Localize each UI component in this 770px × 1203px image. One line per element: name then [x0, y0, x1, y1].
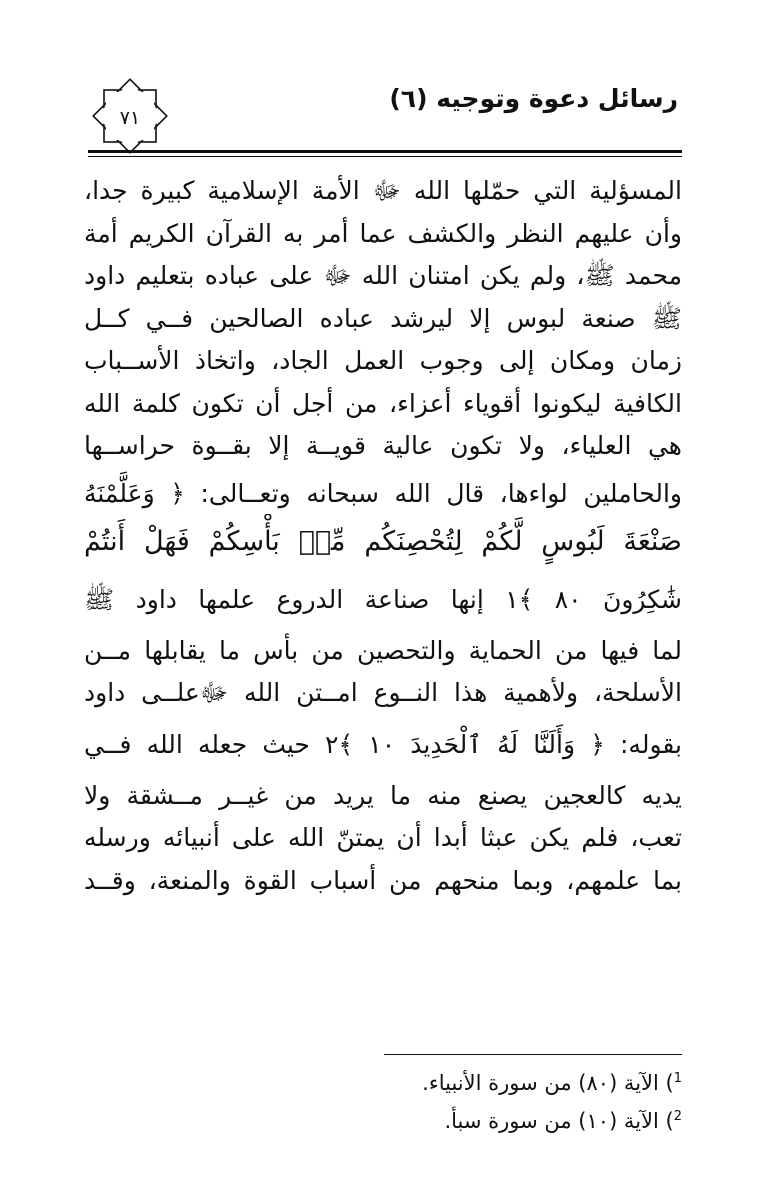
body-text	[84, 170, 682, 902]
body-line: الأسلحة، ولأهمية هذا النــوع امــتن الله ﷻعلــى داود	[84, 678, 682, 707]
header-rule-thick	[88, 150, 682, 153]
footnote-number: 1	[673, 1071, 682, 1086]
body-line: وأن عليهم النظر والكشف عما أمر به القرآن الكريم أمة	[84, 218, 682, 248]
page-number-badge	[86, 72, 174, 160]
running-header-title: رسائل دعوة وتوجيه (٦)	[389, 84, 678, 113]
body-line: شَٰكِرُونَ ٨٠ ﴾١ إنها صناعة الدروع علمها داود ﷺ	[84, 584, 682, 614]
body-line: بما علمهم، وبما منحهم من أسباب القوة والمنعة، وقــد	[84, 865, 682, 895]
body-line: الكافية ليكونوا أقوياء أعزاء، من أجل أن تكون كلمة الله	[84, 388, 682, 418]
header-rule-thin	[88, 156, 682, 157]
footnote-text: ) الآية (٨٠) من سورة الأنبياء.	[422, 1071, 674, 1095]
footnote-separator	[384, 1054, 682, 1055]
footnote-text: ) الآية (١٠) من سورة سبأ.	[444, 1109, 674, 1133]
body-line: زمان ومكان إلى وجوب العمل الجاد، واتخاذ الأســباب	[84, 346, 682, 375]
body-line: بقوله: ﴿ وَأَلَنَّا لَهُ ٱلْحَدِيدَ ١٠ ﴾٢ حيث جعله الله فــي	[84, 729, 682, 759]
body-line: والحاملين لواءها، قال الله سبحانه وتعــالى: ﴿ وَعَلَّمْنَهُ	[84, 478, 682, 508]
body-line: ﷺ صنعة لبوس إلا ليرشد عباده الصالحين فــي كــل	[84, 303, 682, 333]
body-line: هي العلياء، ولا تكون عالية قويــة إلا بقــوة حراســها	[84, 431, 682, 460]
body-line: لما فيها من الحماية والتحصين من بأس ما يقابلها مــن	[84, 635, 682, 665]
quran-verse-line: صَنْعَةَ لَبُوسٍ لَّكُمْ لِتُحْصِنَكُم مِّنۢ بَأْسِكُمْ فَهَلْ أَنتُمْ	[84, 525, 682, 557]
body-line: يديه كالعجين يصنع منه ما يريد من غيــر مــشقة ولا	[84, 780, 682, 810]
page-number: ٧١	[119, 107, 141, 129]
body-line: تعب، فلم يكن عبثا أبدا أن يمتنّ الله على أنبيائه ورسله	[84, 823, 682, 852]
body-line: المسؤلية التي حمّلها الله ﷻ الأمة الإسلامية كبيرة جدا،	[84, 176, 682, 205]
footnote	[262, 1100, 682, 1138]
footnote-number: 2	[673, 1109, 682, 1124]
footnote	[262, 1062, 682, 1100]
body-line: محمد ﷺ، ولم يكن امتنان الله ﷻ على عباده بتعليم داود	[84, 261, 682, 290]
footnotes	[262, 1062, 682, 1138]
